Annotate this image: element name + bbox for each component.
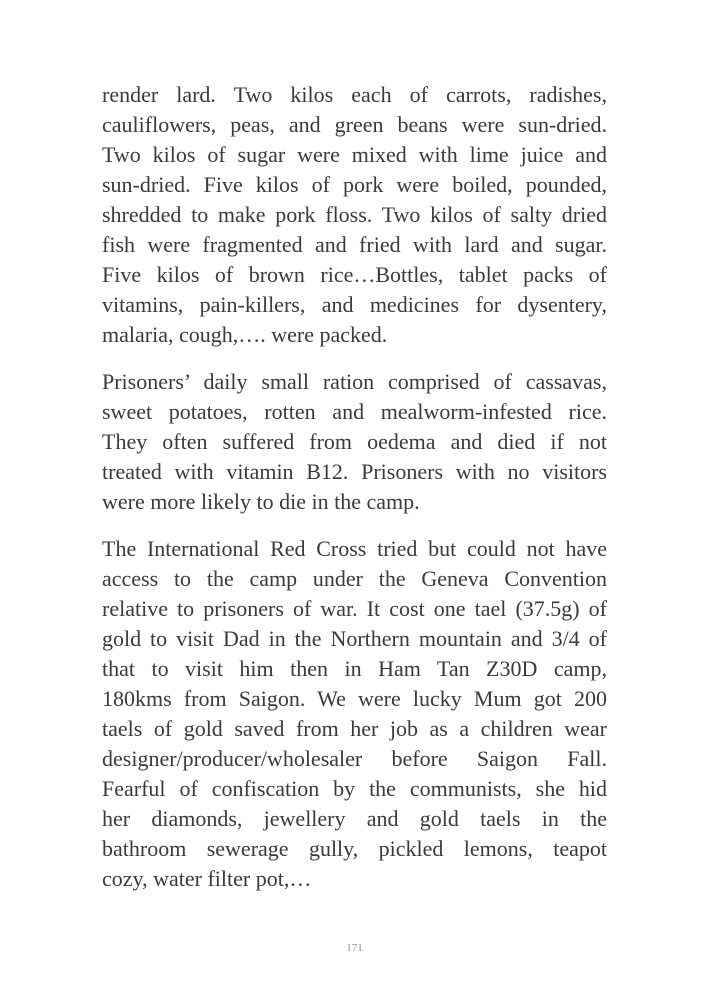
- text-line: gold to visit Dad in the Northern mountain and 3/4 of: [102, 626, 607, 651]
- text-line: that to visit him then in Ham Tan Z30D camp,: [102, 656, 607, 681]
- page-text-block: [102, 80, 607, 911]
- text-line: sun-dried. Five kilos of pork were boiled, pounded,: [102, 172, 607, 197]
- text-line: designer/producer/wholesaler before Saigon Fall.: [102, 746, 607, 771]
- text-line: shredded to make pork floss. Two kilos of salty dried: [102, 202, 607, 227]
- text-line: 180kms from Saigon. We were lucky Mum got 200: [102, 686, 607, 711]
- text-line: fish were fragmented and fried with lard and sugar.: [102, 232, 607, 257]
- text-line: cozy, water filter pot,…: [102, 866, 312, 891]
- text-line: Fearful of confiscation by the communists, she hid: [102, 776, 607, 801]
- text-line: Five kilos of brown rice…Bottles, tablet packs of: [102, 262, 607, 287]
- text-line: render lard. Two kilos each of carrots, radishes,: [102, 82, 607, 107]
- text-line: her diamonds, jewellery and gold taels in the: [102, 806, 607, 831]
- text-line: cauliflowers, peas, and green beans were sun-dried.: [102, 112, 607, 137]
- page-number: 171: [346, 942, 363, 954]
- text-line: Two kilos of sugar were mixed with lime juice and: [102, 142, 607, 167]
- text-line: taels of gold saved from her job as a children wear: [102, 716, 607, 741]
- text-line: access to the camp under the Geneva Convention: [102, 566, 607, 591]
- text-line: vitamins, pain-killers, and medicines for dysentery,: [102, 292, 607, 317]
- text-line: Prisoners’ daily small ration comprised of cassavas,: [102, 369, 607, 394]
- text-line: The International Red Cross tried but could not have: [102, 536, 607, 561]
- text-line: sweet potatoes, rotten and mealworm-infested rice.: [102, 399, 607, 424]
- text-line: relative to prisoners of war. It cost one tael (37.5g) of: [102, 596, 607, 621]
- paragraph: [102, 367, 607, 517]
- paragraph: [102, 534, 607, 894]
- text-line: treated with vitamin B12. Prisoners with no visitors: [102, 459, 607, 484]
- text-line: were more likely to die in the camp.: [102, 489, 420, 514]
- text-line: They often suffered from oedema and died if not: [102, 429, 607, 454]
- text-line: bathroom sewerage gully, pickled lemons, teapot: [102, 836, 607, 861]
- paragraph: [102, 80, 607, 350]
- text-line: malaria, cough,…. were packed.: [102, 322, 388, 347]
